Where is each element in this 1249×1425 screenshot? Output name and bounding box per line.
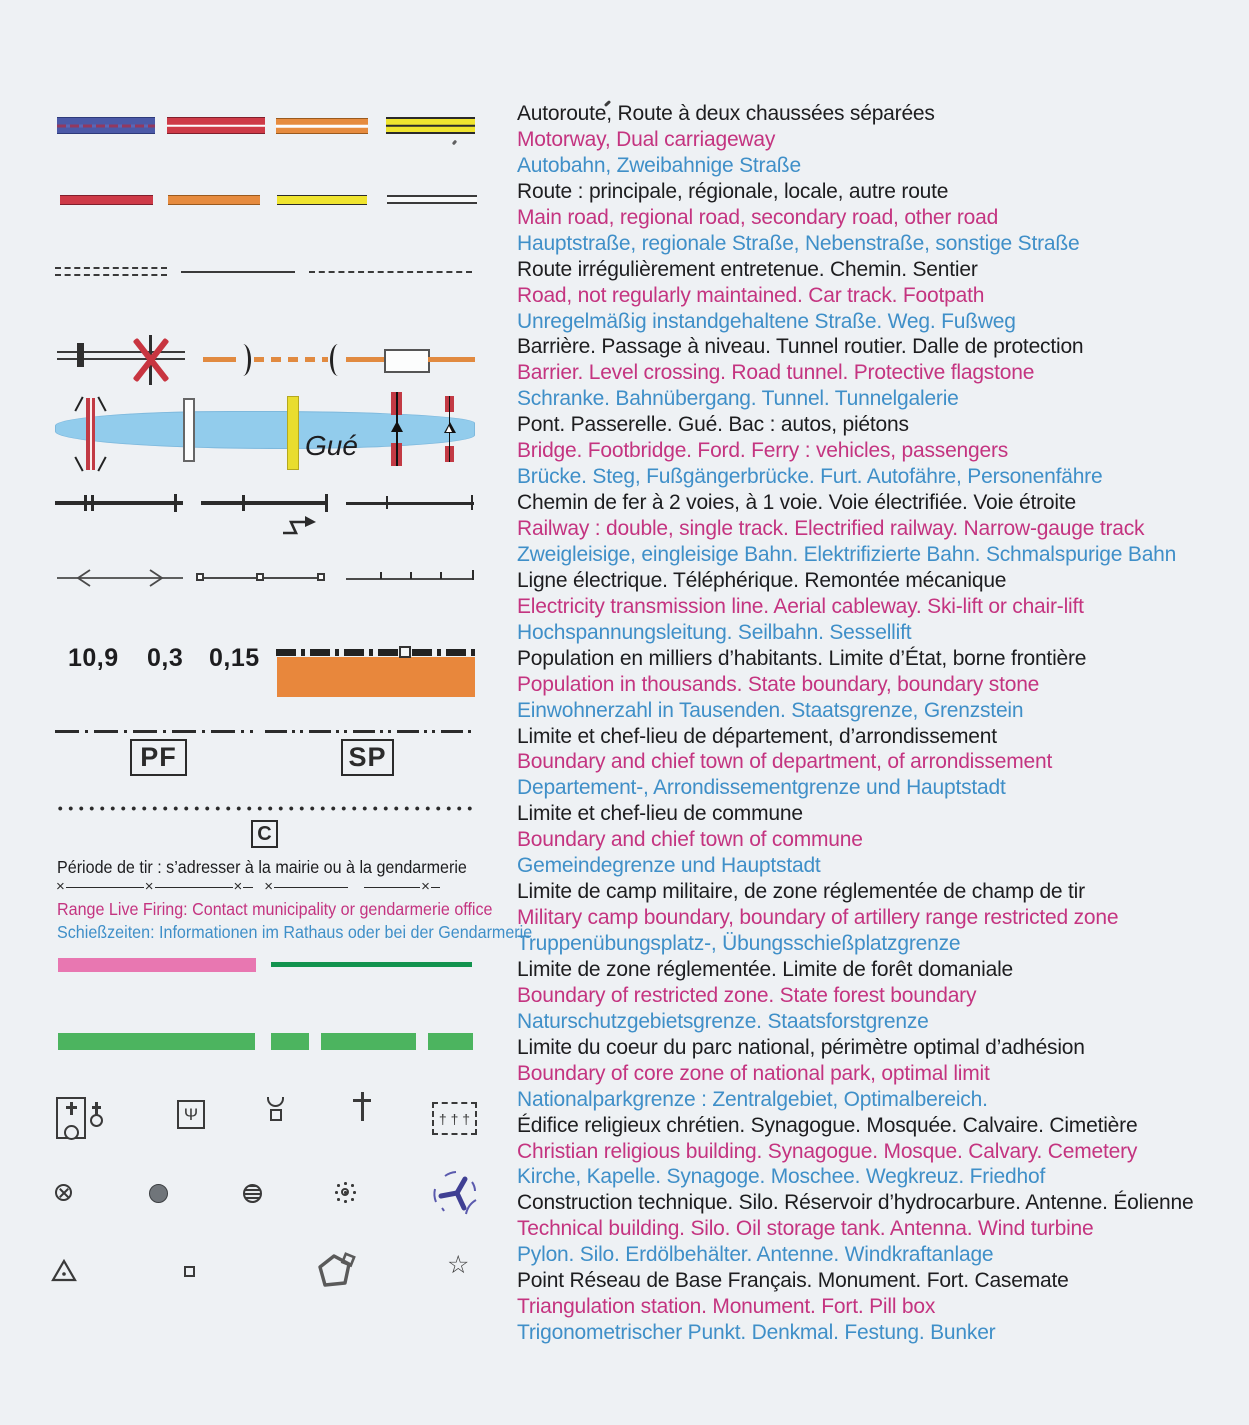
legend-line-de: Kirche, Kapelle. Synagoge. Moschee. Wegkreuz. Friedhof (517, 1165, 1046, 1189)
legend-line-en: Triangulation station. Monument. Fort. Pill box (517, 1295, 936, 1319)
legend-line-en: Population in thousands. State boundary, boundary stone (517, 672, 1040, 696)
rail-tick (325, 494, 328, 512)
mosque-icon (267, 1097, 285, 1125)
passenger-ferry-icon (445, 396, 454, 462)
ford-icon (287, 396, 299, 470)
single-track-railway-line (201, 501, 328, 505)
car-track-symbol (181, 271, 295, 273)
legend-line-de: Truppenübungsplatz-, Übungsschießplatzgrenze (517, 932, 961, 955)
dual-carriageway-red-symbol (167, 117, 265, 134)
commune-box: C (251, 820, 278, 848)
rail-tick (84, 495, 87, 511)
scan-speck (452, 140, 458, 146)
legend-line-en: Railway : double, single track. Electrified railway. Narrow-gauge track (517, 517, 1145, 540)
legend-line-en: Main road, regional road, secondary road, other road (517, 205, 999, 229)
legend-line-fr: Point Réseau de Base Français. Monument. Fort. Casemate (517, 1269, 1069, 1293)
legend-line-en: Bridge. Footbridge. Ford. Ferry : vehicles, passengers (517, 439, 1009, 463)
national-park-optimal-dash (321, 1033, 416, 1050)
crescent-icon (267, 1097, 284, 1107)
bridge-icon (84, 398, 98, 470)
fort-icon (313, 1250, 359, 1292)
prefecture-box: PF (130, 739, 187, 776)
legend-line-fr: Chemin de fer à 2 voies, à 1 voie. Voie électrifiée. Voie étroite (517, 491, 1076, 515)
electrified-railway-lightning-icon (280, 512, 320, 538)
legend-line-fr: Édifice religieux chrétien. Synagogue. Mosquée. Calvaire. Cimetière (517, 1113, 1138, 1137)
silo-icon (149, 1184, 168, 1203)
grave-cross-icon: † (438, 1110, 447, 1127)
national-park-core-band (58, 1033, 255, 1050)
legend-line-en: Boundary of core zone of national park, optimal limit (517, 1061, 990, 1085)
river-band (55, 411, 475, 449)
firing-note-en: Range Live Firing: Contact municipality or gendarmerie office (57, 899, 493, 919)
barrier-icon (77, 343, 84, 367)
other-road-symbol (387, 195, 477, 204)
legend-line-fr: Limite et chef-lieu de département, d’arrondissement (517, 724, 997, 748)
footpath-symbol (309, 271, 472, 273)
legend-line-de: Schranke. Bahnübergang. Tunnel. Tunnelgalerie (517, 387, 959, 411)
legend-line-fr: Limite et chef-lieu de commune (517, 802, 803, 826)
legend-line-fr: Construction technique. Silo. Réservoir d’hydrocarbure. Antenne. Éolienne (517, 1191, 1194, 1215)
military-boundary-line (55, 880, 479, 894)
regional-road-symbol (168, 195, 260, 205)
restricted-zone-band (58, 958, 256, 972)
legend-line-de: Naturschutzgebietsgrenze. Staatsforstgrenze (517, 1009, 929, 1033)
firing-note-de: Schießzeiten: Informationen im Rathaus oder bei der Gendarmerie (57, 922, 533, 942)
church-icon (56, 1097, 86, 1139)
motorway-symbol (57, 117, 155, 134)
legend-line-fr: Route : principale, régionale, locale, autre route (517, 179, 949, 203)
legend-text-column (517, 101, 1242, 1346)
tunnel-entrance-icon (235, 344, 251, 376)
legend-line-de: Brücke. Steg, Fußgängerbrücke. Furt. Autofähre, Personenfähre (517, 465, 1103, 489)
power-line-symbol (57, 568, 183, 588)
rail-tick (174, 494, 177, 512)
state-forest-line (271, 962, 472, 967)
antenna-icon (341, 1188, 349, 1196)
legend-line-fr: Limite de zone réglementée. Limite de forêt domaniale (517, 957, 1014, 981)
population-value: 10,9 (68, 644, 119, 672)
department-boundary-line (55, 730, 253, 733)
tunnel-exit-icon (330, 344, 346, 376)
x-mark: × (264, 878, 274, 895)
chapel-icon (89, 1102, 103, 1140)
ski-lift-tick (380, 572, 382, 579)
legend-line-en: Electricity transmission line. Aerial cableway. Ski-lift or chair-lift (517, 594, 1084, 618)
dual-carriageway-orange-symbol (276, 118, 368, 134)
x-mark: × (421, 878, 430, 895)
national-park-optimal-dash (271, 1033, 309, 1050)
tunnel-road-line (428, 357, 475, 362)
legend-line-de: Autobahn, Zweibahnige Straße (517, 153, 801, 177)
commune-boundary-line (55, 806, 475, 811)
calvary-cross-icon (353, 1092, 371, 1122)
narrow-gauge-railway-line (346, 502, 474, 505)
ski-lift-tick (472, 570, 474, 580)
pill-box-star-icon: ☆ (447, 1251, 470, 1279)
oil-tank-icon (243, 1184, 262, 1203)
ski-lift-tick (440, 572, 442, 579)
menorah-icon: Ψ (183, 1105, 199, 1124)
rail-tick (91, 495, 94, 511)
legend-line-de: Gemeindegrenze und Hauptstadt (517, 854, 821, 878)
monument-icon (184, 1266, 195, 1277)
cemetery-icon (432, 1102, 477, 1135)
legend-line-de: Unregelmäßig instandgehaltene Straße. Weg. Fußweg (517, 309, 1016, 333)
legend-line-de: Pylon. Silo. Erdölbehälter. Antenne. Windkraftanlage (517, 1243, 994, 1267)
synagogue-icon (177, 1100, 205, 1129)
legend-line-fr: Limite du coeur du parc national, périmètre optimal d’adhésion (517, 1035, 1085, 1059)
legend-line-en: Boundary and chief town of department, of arrondissement (517, 750, 1053, 774)
arrondissement-boundary-line (265, 730, 475, 733)
x-mark: × (144, 878, 154, 895)
legend-line-fr: Autoroute, Route à deux chaussées séparées (517, 102, 935, 125)
grave-cross-icon: † (462, 1110, 471, 1127)
legend-line-de: Departement-, Arrondissementgrenze und Hauptstadt (517, 776, 1006, 800)
x-mark: × (233, 878, 243, 895)
vehicle-ferry-icon (391, 392, 402, 466)
legend-line-de: Zweigleisige, eingleisige Bahn. Elektrifizierte Bahn. Schmalspurige Bahn (517, 542, 1177, 566)
tunnel-road-line (203, 357, 236, 362)
legend-line-de: Hochspannungsleitung. Seilbahn. Sessellift (517, 620, 912, 644)
unmaintained-road-symbol (55, 267, 167, 276)
secondary-road-symbol (277, 195, 367, 205)
legend-line-fr: Population en milliers d’habitants. Limite d’État, borne frontière (517, 646, 1087, 670)
road-tunnel-dashes (254, 357, 328, 362)
subprefecture-box: SP (341, 739, 394, 776)
tunnel-road-line (346, 357, 384, 362)
legend-line-en: Military camp boundary, boundary of artillery range restricted zone (517, 906, 1119, 930)
x-mark: × (56, 878, 65, 895)
legend-line-fr: Ligne électrique. Téléphérique. Remontée mécanique (517, 568, 1007, 592)
national-park-optimal-dash (428, 1033, 473, 1050)
legend-line-en: Boundary of restricted zone. State forest boundary (517, 983, 977, 1007)
footbridge-icon (183, 398, 195, 462)
legend-line-en: Motorway, Dual carriageway (517, 127, 776, 151)
boundary-stone-icon (399, 646, 411, 658)
cableway-pylon-icon (317, 573, 325, 581)
legend-line-de: Nationalparkgrenze : Zentralgebiet, Optimalbereich. (517, 1087, 988, 1111)
legend-line-en: Road, not regularly maintained. Car track. Footpath (517, 283, 985, 307)
dual-carriageway-yellow-symbol (386, 117, 475, 134)
legend-line-de: Hauptstraße, regionale Straße, Nebenstraße, sonstige Straße (517, 231, 1080, 255)
legend-line-de: Einwohnerzahl in Tausenden. Staatsgrenze, Grenzstein (517, 698, 1024, 722)
legend-line-fr: Route irrégulièrement entretenue. Chemin. Sentier (517, 257, 978, 281)
legend-line-de: Trigonometrischer Punkt. Denkmal. Festung. Bunker (517, 1321, 996, 1345)
ski-lift-tick (410, 572, 412, 579)
triangulation-station-icon (51, 1259, 77, 1282)
wind-turbine-icon (432, 1170, 482, 1218)
legend-line-en: Technical building. Silo. Oil storage tank. Antenna. Wind turbine (517, 1217, 1094, 1241)
cableway-pylon-icon (196, 573, 204, 581)
legend-line-fr: Barrière. Passage à niveau. Tunnel routier. Dalle de protection (517, 335, 1084, 359)
ford-label: Gué (305, 430, 358, 461)
grave-cross-icon: † (450, 1110, 459, 1127)
legend-line-en: Christian religious building. Synagogue. Mosque. Calvary. Cemetery (517, 1139, 1138, 1163)
rail-tick (471, 495, 473, 510)
state-boundary-line (276, 649, 475, 656)
legend-line-en: Barrier. Level crossing. Road tunnel. Protective flagstone (517, 361, 1035, 385)
population-value: 0,3 (147, 644, 184, 672)
firing-note-fr: Période de tir : s’adresser à la mairie ou à la gendarmerie (57, 857, 467, 877)
rail-tick (386, 496, 388, 509)
state-boundary-band (277, 657, 475, 697)
rail-tick (242, 495, 245, 511)
legend-line-en: Boundary and chief town of commune (517, 828, 863, 852)
legend-line-fr: Limite de camp militaire, de zone réglementée de champ de tir (517, 880, 1085, 904)
cableway-pylon-icon (256, 573, 264, 581)
protective-flagstone-icon (384, 349, 430, 373)
legend-line-fr: Pont. Passerelle. Gué. Bac : autos, piétons (517, 413, 909, 437)
pylon-icon (55, 1184, 72, 1201)
population-value: 0,15 (209, 644, 260, 672)
main-road-symbol (60, 195, 153, 205)
double-track-railway-line (55, 501, 183, 505)
